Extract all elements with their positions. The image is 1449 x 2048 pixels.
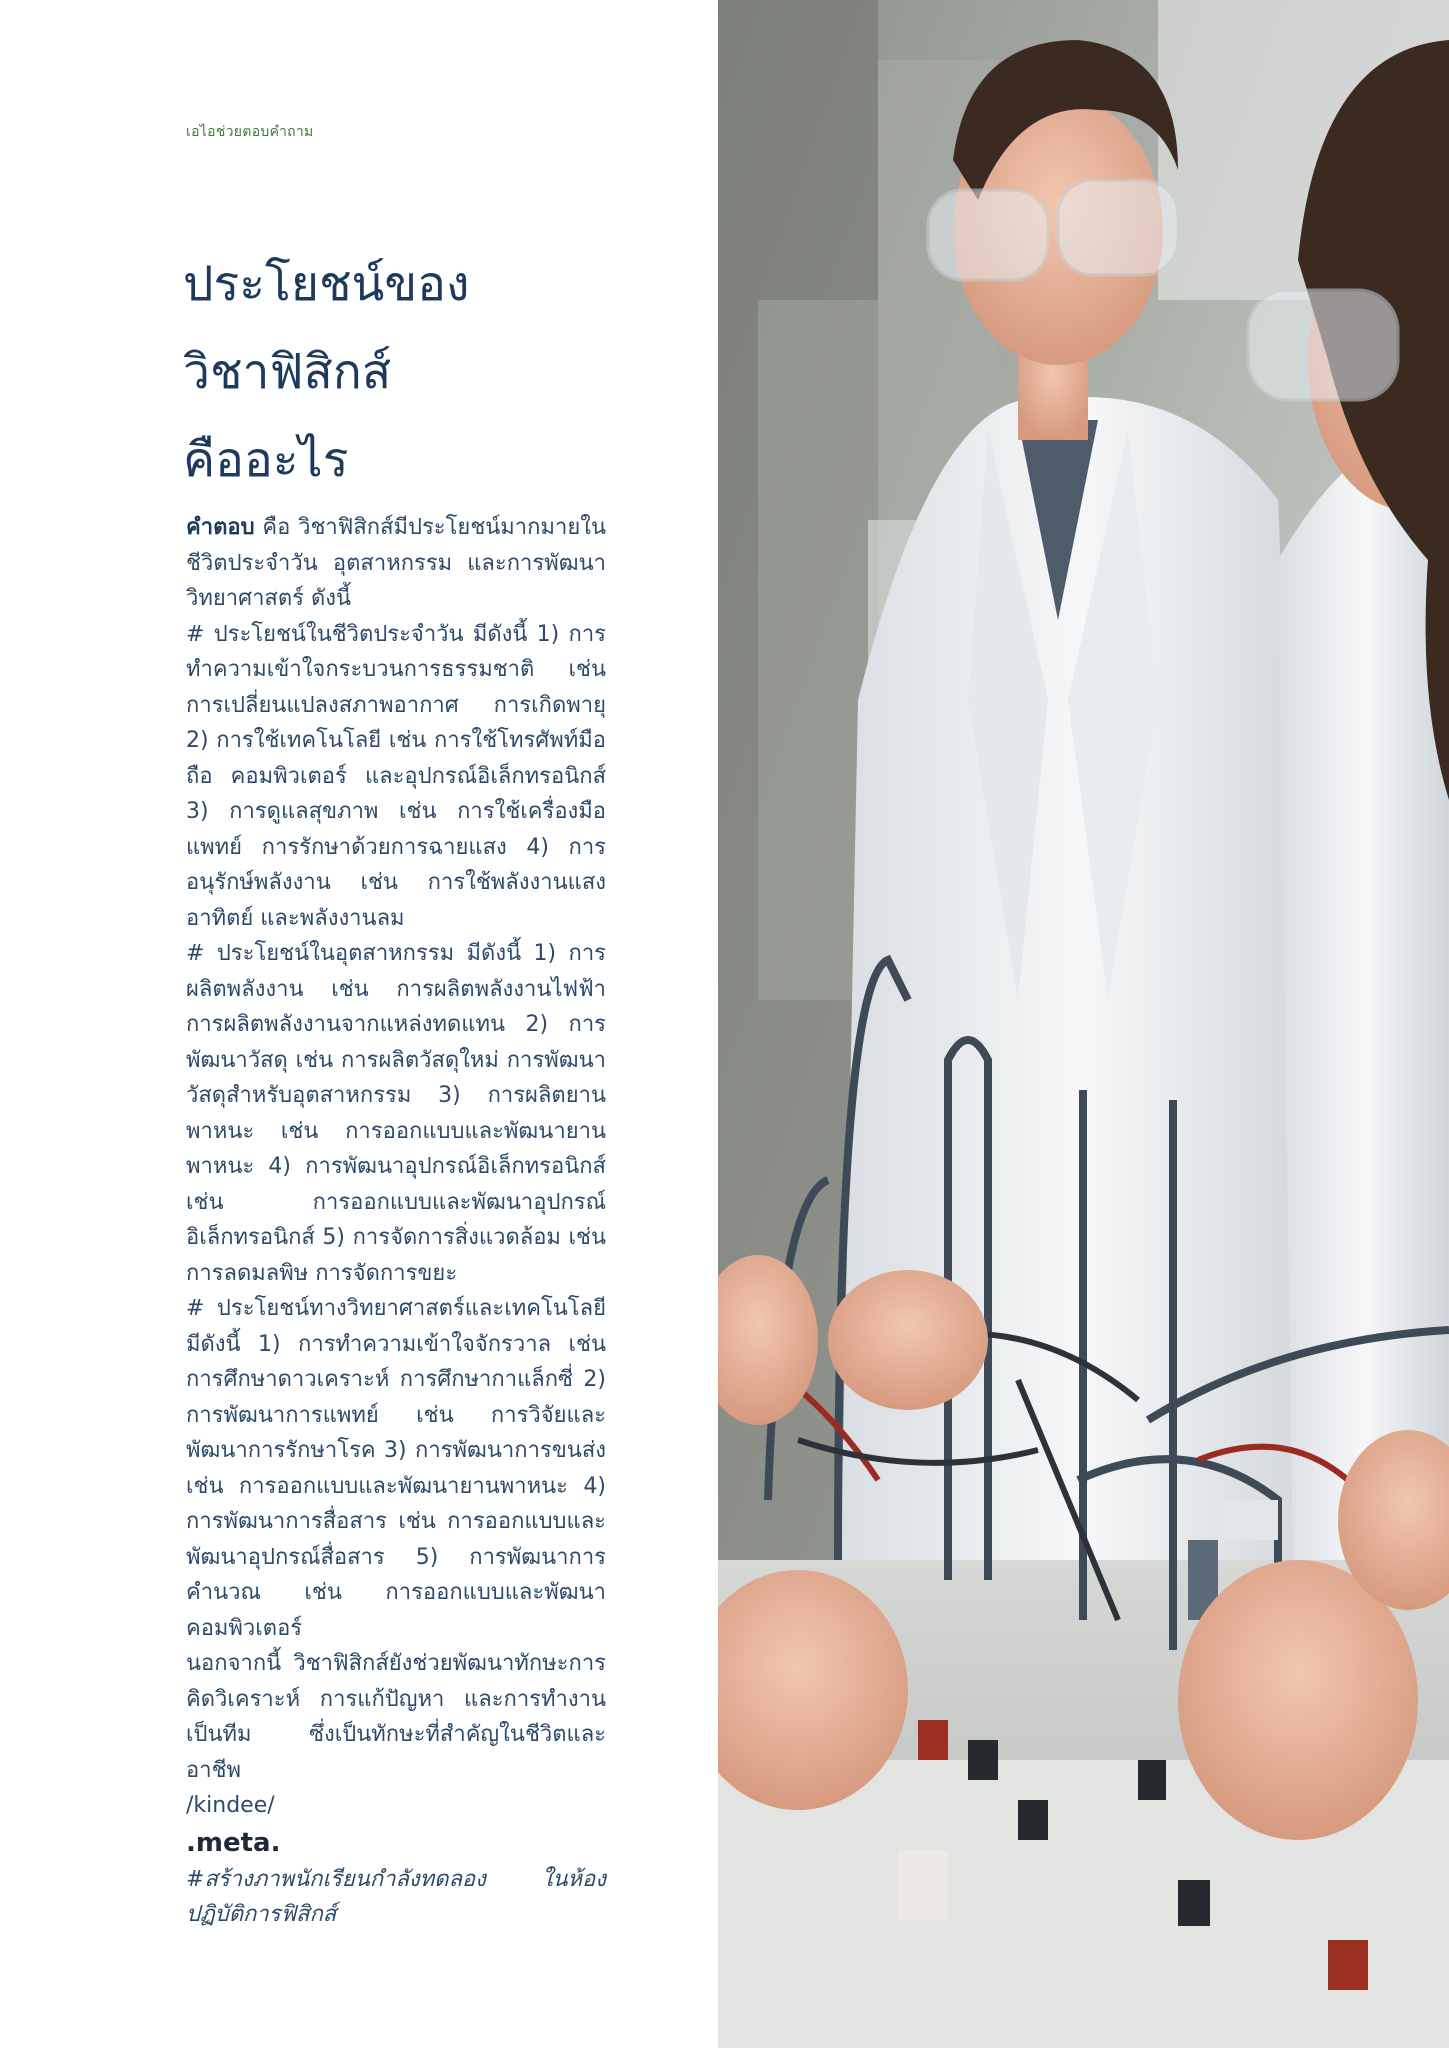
answer-label: คำตอบ — [186, 515, 255, 540]
page-title — [183, 240, 663, 504]
conclusion-paragraph: นอกจากนี้ วิชาฟิสิกส์ยังช่วยพัฒนาทักษะการคิดวิเคราะห์ การแก้ปัญหา และการทำงานเป็นทีม ซึ่งเป็นทักษะที่สำคัญในชีวิตและอาชีพ — [186, 1651, 606, 1783]
lab-photo — [718, 0, 1449, 2048]
answer-intro: คือ วิชาฟิสิกส์มีประโยชน์มากมายในชีวิตประจำวัน อุตสาหกรรม และการพัฒนาวิทยาศาสตร์ ดังนี้ — [186, 515, 606, 611]
kicker-label: เอไอช่วยตอบคำถาม — [186, 124, 314, 140]
daily-benefits-paragraph: # ประโยชน์ในชีวิตประจำวัน มีดังนี้ 1) การทำความเข้าใจกระบวนการธรรมชาติ เช่น การเปลี่ยนแปลงสภาพอากาศ การเกิดพายุ 2) การใช้เทคโนโลยี เช่น การใช้โทรศัพท์มือถือ คอมพิวเตอร์ และอุปกรณ์อิเล็กทรอนิกส์ 3) การดูแลสุขภาพ เช่น การใช้เครื่องมือแพทย์ การรักษาด้วยการฉายแสง 4) การอนุรักษ์พลังงาน เช่น การใช้พลังงานแสงอาทิตย์ และพลังงานลม — [186, 621, 606, 931]
image-prompt: #สร้างภาพนักเรียนกำลังทดลอง ในห้องปฏิบัติการฟิสิกส์ — [186, 1866, 606, 1927]
text-column — [0, 0, 718, 2048]
answer-body — [186, 510, 606, 1933]
title-line-1: ประโยชน์ของ — [183, 256, 470, 312]
title-line-2: วิชาฟิสิกส์ — [183, 344, 392, 400]
meta-label: .meta. — [186, 1827, 281, 1858]
title-line-3: คืออะไร — [183, 432, 349, 488]
source-tag: /kindee/ — [186, 1793, 275, 1818]
science-benefits-paragraph: # ประโยชน์ทางวิทยาศาสตร์และเทคโนโลยี มีดังนี้ 1) การทำความเข้าใจจักรวาล เช่น การศึกษาดาวเคราะห์ การศึกษากาแล็กซี่ 2) การพัฒนาการแพทย์ เช่น การวิจัยและพัฒนาการรักษาโรค 3) การพัฒนาการขนส่ง เช่น การออกแบบและพัฒนายานพาหนะ 4) การพัฒนาการสื่อสาร เช่น การออกแบบและพัฒนาอุปกรณ์สื่อสาร 5) การพัฒนาการคำนวณ เช่น การออกแบบและพัฒนาคอมพิวเตอร์ — [186, 1296, 606, 1641]
answer-intro-paragraph — [186, 510, 606, 617]
industry-benefits-paragraph: # ประโยชน์ในอุตสาหกรรม มีดังนี้ 1) การผลิตพลังงาน เช่น การผลิตพลังงานไฟฟ้า การผลิตพลังงานจากแหล่งทดแทน 2) การพัฒนาวัสดุ เช่น การผลิตวัสดุใหม่ การพัฒนาวัสดุสำหรับอุตสาหกรรม 3) การผลิตยานพาหนะ เช่น การออกแบบและพัฒนายานพาหนะ 4) การพัฒนาอุปกรณ์อิเล็กทรอนิกส์ เช่น การออกแบบและพัฒนาอุปกรณ์อิเล็กทรอนิกส์ 5) การจัดการสิ่งแวดล้อม เช่น การลดมลพิษ การจัดการขยะ — [186, 941, 606, 1286]
